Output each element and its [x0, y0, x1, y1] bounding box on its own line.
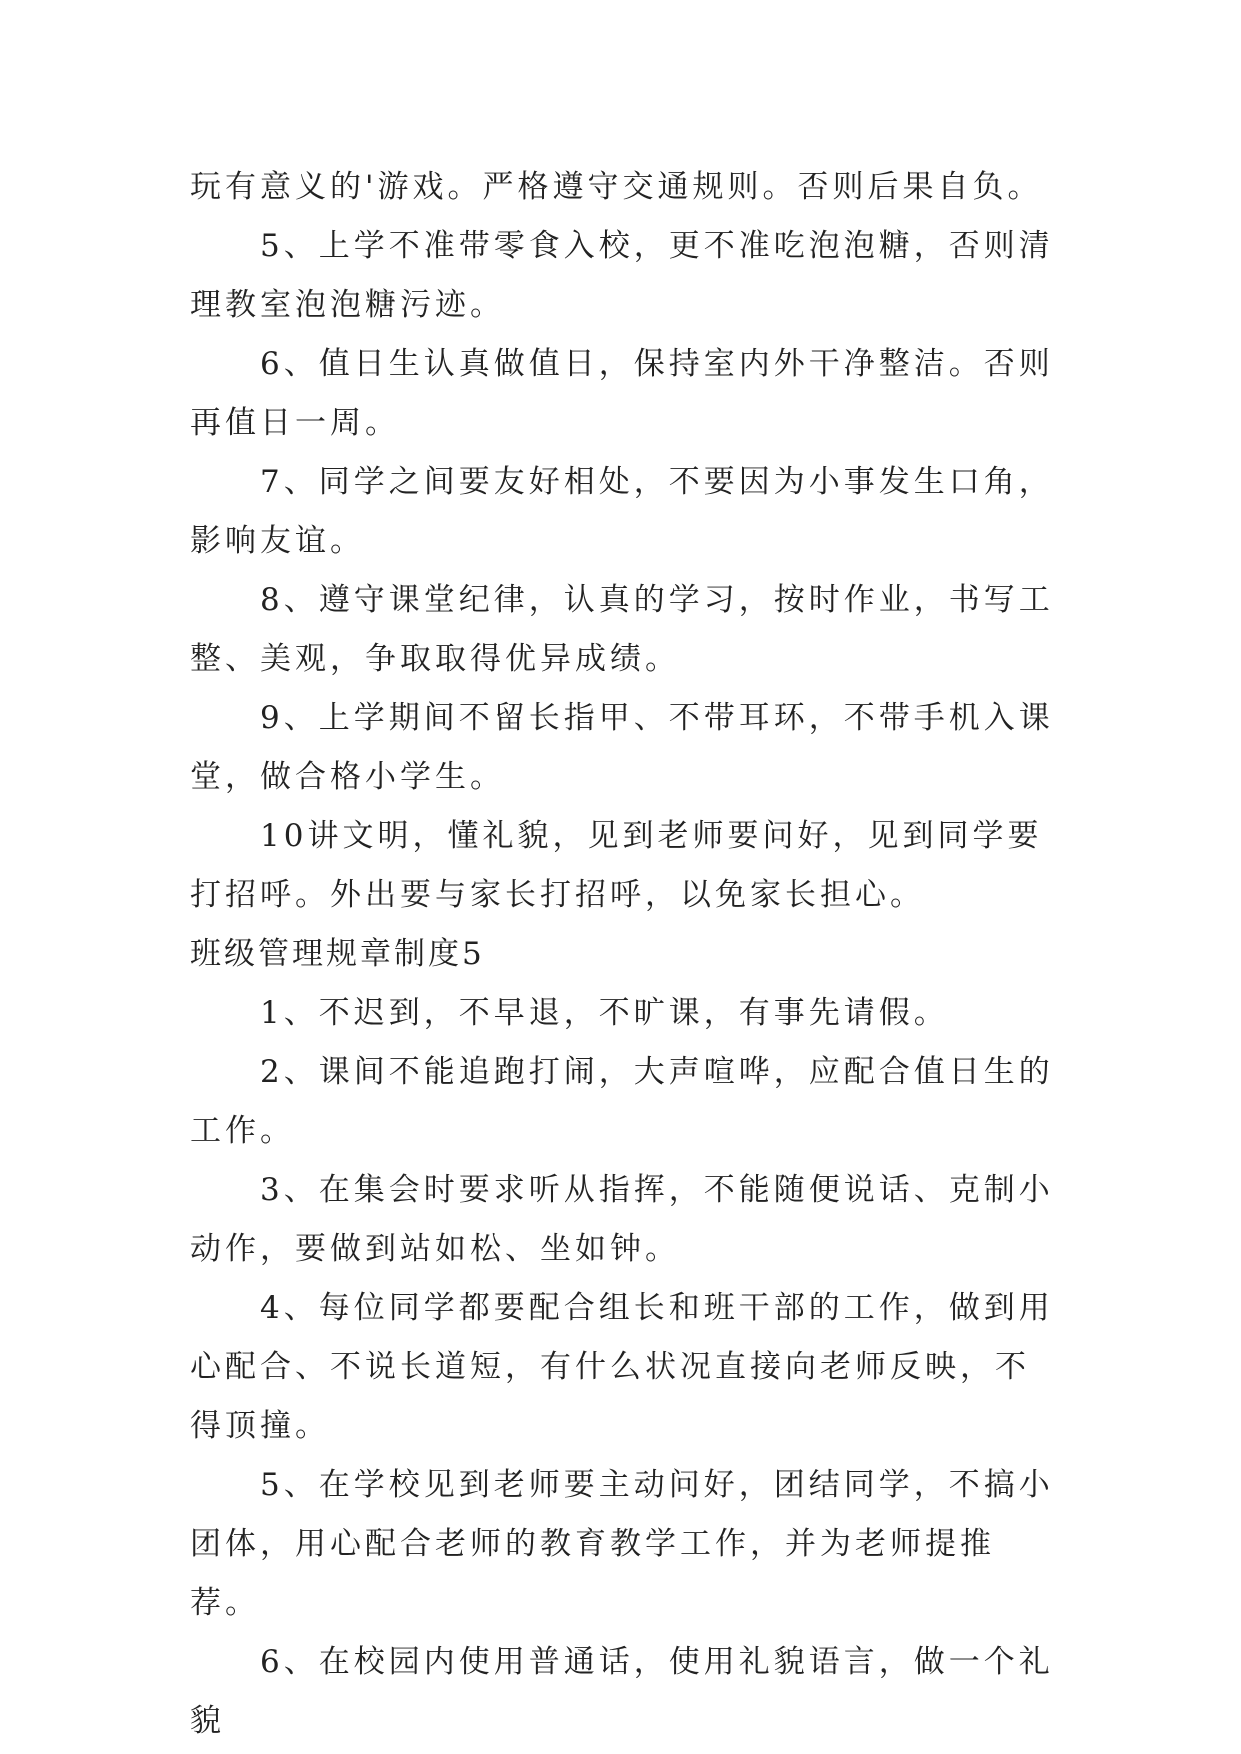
rule-item-4-cooperation: 4、每位同学都要配合组长和班干部的工作，做到用心配合、不说长道短，有什么状况直接向老师反映，不得顶撞。: [190, 1290, 1054, 1444]
rule-item-2-recess: 2、课间不能追跑打闹，大声喧哗，应配合值日生的工作。: [190, 1054, 1054, 1149]
paragraph-continuation: 玩有意义的'游戏。严格遵守交通规则。否则后果自负。: [190, 169, 1043, 205]
rule-item-3-assembly: 3、在集会时要求听从指挥，不能随便说话、克制小动作，要做到站如松、坐如钟。: [190, 1172, 1054, 1267]
rule-item-7-friendship: 7、同学之间要友好相处，不要因为小事发生口角，影响友谊。: [190, 464, 1054, 559]
document-body: [190, 158, 1060, 1751]
rule-item-6-language: 6、在校园内使用普通话，使用礼貌语言，做一个礼貌: [190, 1644, 1054, 1739]
rule-item-5-respect: 5、在学校见到老师要主动问好，团结同学，不搞小团体，用心配合老师的教育教学工作，并为老师提推荐。: [190, 1467, 1054, 1621]
rule-item-6-duty: 6、值日生认真做值日，保持室内外干净整洁。否则再值日一周。: [190, 346, 1054, 441]
section-heading: 班级管理规章制度5: [190, 936, 485, 972]
rule-item-8-discipline: 8、遵守课堂纪律，认真的学习，按时作业，书写工整、美观，争取取得优异成绩。: [190, 582, 1054, 677]
rule-item-10-manners: 10讲文明，懂礼貌，见到老师要问好，见到同学要打招呼。外出要与家长打招呼，以免家长担心。: [190, 818, 1043, 913]
rule-item-9-appearance: 9、上学期间不留长指甲、不带耳环，不带手机入课堂，做合格小学生。: [190, 700, 1054, 795]
rule-item-1-attendance: 1、不迟到，不早退，不旷课，有事先请假。: [260, 995, 949, 1031]
rule-item-5-snacks: 5、上学不准带零食入校，更不准吃泡泡糖，否则清理教室泡泡糖污迹。: [190, 228, 1054, 323]
